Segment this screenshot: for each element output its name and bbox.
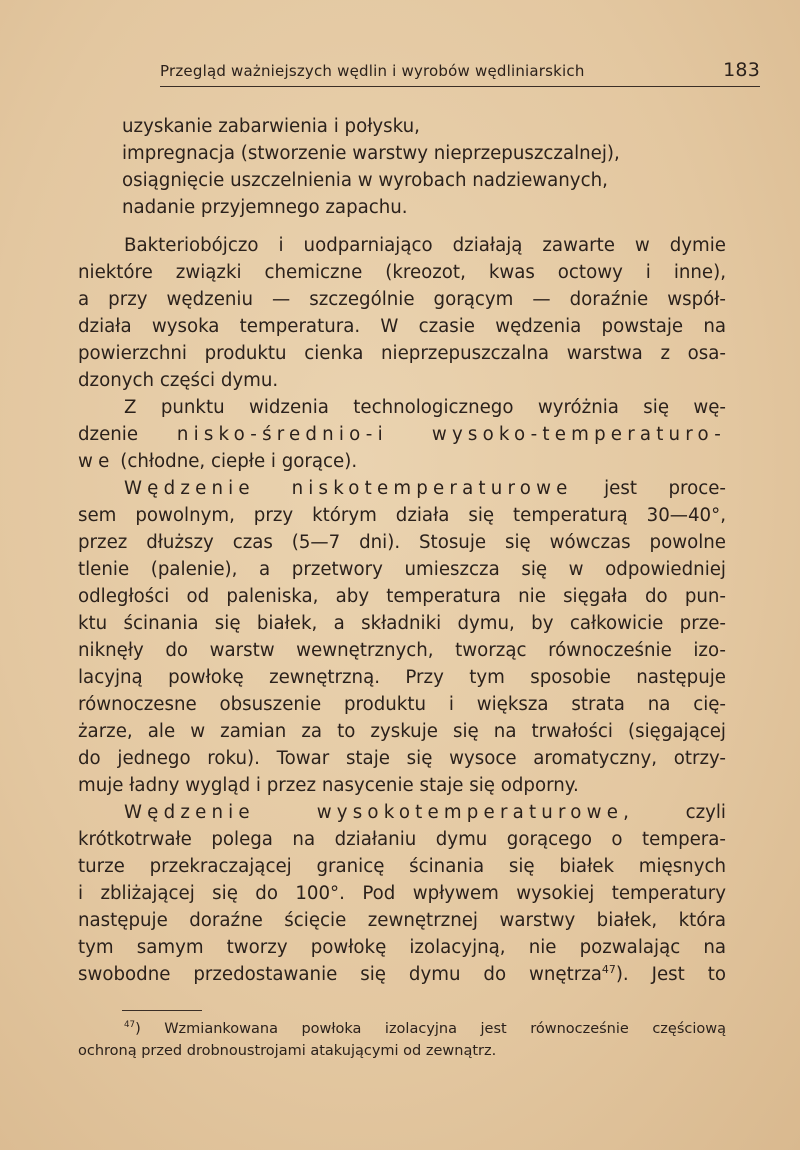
footnote-divider	[122, 1010, 202, 1011]
text-line: muje ładny wygląd i przez nasycenie staje się odporny.	[78, 775, 579, 796]
running-header	[160, 60, 760, 87]
text-line: sem powolnym, przy którym działa się temperaturą 30—40°,	[78, 505, 726, 526]
text-line: do jednego roku). Towar staje się wysoce aromatyczny, otrzy-	[78, 748, 726, 769]
page-number: 183	[723, 59, 760, 81]
text-line: niknęły do warstw wewnętrznych, tworząc równocześnie izo-	[78, 640, 726, 661]
text-line: lacyjną powłokę zewnętrzną. Przy tym sposobie następuje	[78, 667, 726, 688]
text-run: ) Wzmiankowana powłoka izolacyjna jest równocześnie częściową	[135, 1021, 726, 1037]
footnote-reference: 47	[601, 962, 616, 976]
text-line: przez dłuższy czas (5—7 dni). Stosuje się wówczas powolne	[78, 532, 726, 553]
text-line: ktu ścinania się białek, a składniki dymu, by całkowicie prze-	[78, 613, 726, 634]
list-item: uzyskanie zabarwienia i połysku,	[122, 116, 420, 137]
text-run: , czyli	[623, 802, 726, 823]
spaced-term: Wędzenie niskotemperaturowe	[124, 478, 573, 499]
text-line	[78, 799, 726, 826]
text-run: swobodne przedostawanie się dymu do wnętrza	[78, 964, 602, 985]
text-line: równoczesne obsuszenie produktu i większa strata na cię-	[78, 694, 726, 715]
text-line: niektóre związki chemiczne (kreozot, kwas octowy i inne),	[78, 262, 726, 283]
footnote-number: 47	[124, 1020, 136, 1031]
text-line	[78, 475, 726, 502]
list-item: osiągnięcie uszczelnienia w wyrobach nadziewanych,	[122, 170, 608, 191]
text-line: Z punktu widzenia technologicznego wyróżnia się wę-	[124, 397, 726, 418]
list-item: nadanie przyjemnego zapachu.	[122, 197, 408, 218]
running-title: Przegląd ważniejszych wędlin i wyrobów wędliniarskich	[160, 62, 585, 80]
list-item: impregnacja (stworzenie warstwy nieprzepuszczalnej),	[122, 143, 620, 164]
text-run: (chłodne, ciepłe i gorące).	[114, 451, 358, 472]
text-line: tym samym tworzy powłokę izolacyjną, nie pozwalając na	[78, 937, 726, 958]
text-line: dzonych części dymu.	[78, 370, 279, 391]
text-run: ). Jest to	[615, 964, 726, 985]
text-line: Bakteriobójczo i uodparniająco działają zawarte w dymie	[124, 235, 726, 256]
spaced-term: Wędzenie wysokotemperaturowe	[124, 802, 624, 823]
spaced-term: we	[78, 451, 115, 472]
text-line: działa wysoka temperatura. W czasie wędzenia powstaje na	[78, 316, 726, 337]
text-run: jest proce-	[572, 478, 726, 499]
text-line: i zbliżającej się do 100°. Pod wpływem wysokiej temperatury	[78, 883, 726, 904]
text-line: powierzchni produktu cienka nieprzepuszczalna warstwa z osa-	[78, 343, 726, 364]
text-line: odległości od paleniska, aby temperatura nie sięgała do pun-	[78, 586, 726, 607]
footnote	[78, 1018, 726, 1062]
text-line: turze przekraczającej granicę ścinania się białek mięsnych	[78, 856, 726, 877]
text-run: dzenie	[78, 424, 177, 445]
text-line	[78, 961, 726, 988]
footnote-line: ochroną przed drobnoustrojami atakującymi od zewnątrz.	[78, 1043, 497, 1059]
text-line	[78, 421, 726, 448]
text-line: tlenie (palenie), a przetwory umieszcza się w odpowiedniej	[78, 559, 726, 580]
text-line: następuje doraźne ścięcie zewnętrznej warstwy białek, która	[78, 910, 726, 931]
list-block	[78, 113, 726, 221]
paragraph-1	[78, 232, 726, 988]
spaced-term: nisko-średnio-i wysoko-temperaturo-	[176, 424, 726, 445]
text-line: krótkotrwałe polega na działaniu dymu gorącego o tempera-	[78, 829, 726, 850]
text-line: a przy wędzeniu — szczególnie gorącym — doraźnie współ-	[78, 289, 726, 310]
footnote-line	[78, 1018, 726, 1040]
text-line: żarze, ale w zamian za to zyskuje się na trwałości (sięgającej	[78, 721, 726, 742]
text-line	[78, 448, 726, 475]
